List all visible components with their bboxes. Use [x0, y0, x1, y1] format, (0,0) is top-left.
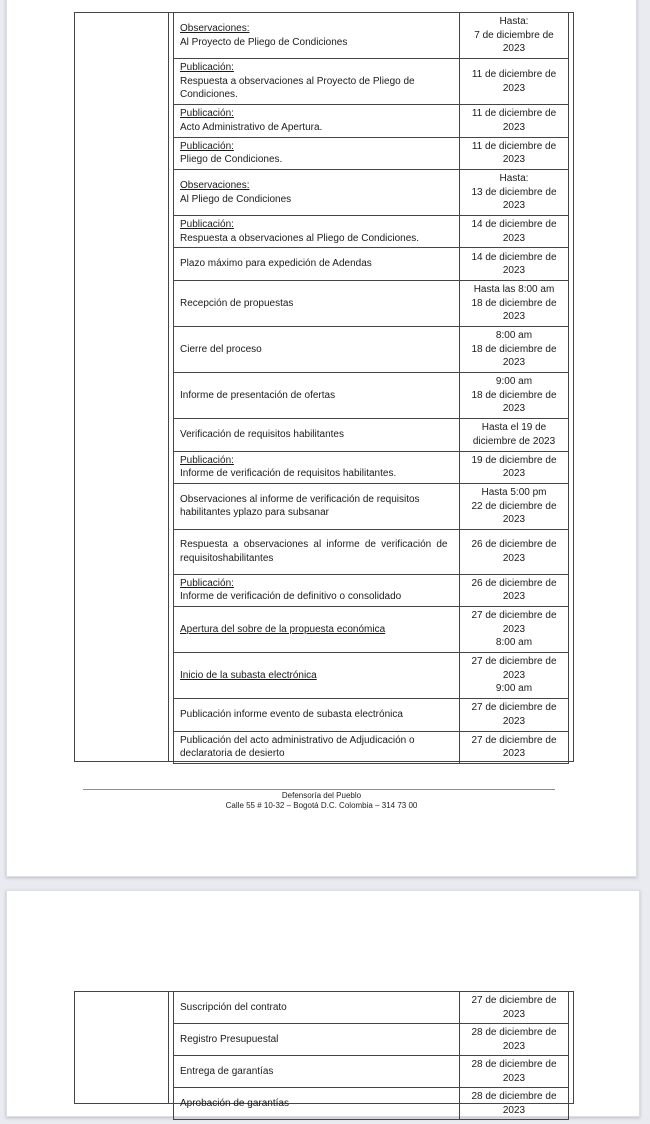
date-line: 2023 [502, 715, 526, 727]
date-cell [460, 451, 569, 483]
schedule-table-page-1 [173, 12, 569, 764]
date-line: 2023 [502, 514, 526, 526]
activity-line: Recepción de propuestas [180, 297, 294, 309]
footer-address: Calle 55 # 10-32 – Bogotá D.C. Colombia – 314 73 00 [225, 801, 418, 810]
date-line: 27 de diciembre de [471, 702, 557, 714]
page-footer [7, 791, 636, 811]
document-page-1 [6, 0, 637, 877]
activity-cell [174, 653, 460, 699]
activity-line: requisitoshabilitantes [180, 552, 274, 564]
activity-line: Observaciones al informe de verificación de requisitos [180, 493, 420, 505]
date-cell [460, 59, 569, 105]
activity-line: Respuesta a observaciones al informe de verificación de [180, 539, 448, 551]
activity-cell [174, 248, 460, 280]
activity-cell [174, 280, 460, 326]
activity-cell [174, 574, 460, 606]
date-cell [460, 731, 569, 763]
date-line: 28 de diciembre de [471, 1091, 557, 1102]
activity-line: Acto Administrativo de Apertura. [180, 121, 323, 133]
table-row [174, 216, 569, 248]
activity-line: declaratoria de desierto [180, 748, 285, 760]
date-line: 2023 [502, 265, 526, 277]
activity-cell [174, 169, 460, 215]
date-line: diciembre de 2023 [472, 435, 556, 447]
date-line: 27 de diciembre de [471, 734, 557, 746]
activity-cell [174, 483, 460, 529]
table-row [174, 1056, 569, 1088]
activity-cell [174, 529, 460, 574]
outer-table-column-divider [168, 992, 169, 1103]
date-cell [460, 483, 569, 529]
activity-cell [174, 992, 460, 1024]
date-line: 26 de diciembre de [471, 577, 557, 589]
activity-cell [174, 216, 460, 248]
outer-table-page-1 [74, 12, 574, 762]
date-line: Hasta 5:00 pm [481, 487, 547, 499]
table-row [174, 699, 569, 731]
outer-table-page-2 [74, 991, 574, 1116]
footer-rule [83, 789, 555, 790]
date-line: 2023 [502, 43, 526, 55]
activity-line: Informe de verificación de definitivo o consolidado [180, 591, 402, 603]
date-line: Hasta: [499, 16, 529, 28]
footer-org: Defensoría del Pueblo [281, 791, 362, 800]
date-cell [460, 699, 569, 731]
activity-line: Suscripción del contrato [180, 1001, 287, 1013]
date-line: 2023 [502, 154, 526, 166]
date-line: 2023 [502, 591, 526, 603]
date-line: 27 de diciembre de [471, 656, 557, 668]
activity-cell [174, 13, 460, 59]
table-row [174, 419, 569, 451]
schedule-table-page-2 [173, 991, 569, 1120]
date-cell [460, 280, 569, 326]
table-row [174, 574, 569, 606]
activity-line: Pliego de Condiciones. [180, 154, 283, 166]
activity-line: Aprobación de garantías [180, 1097, 289, 1109]
date-line: Hasta: [499, 173, 529, 185]
activity-line: Apertura del sobre de la propuesta económica [180, 623, 386, 635]
activity-line: Publicación: [180, 108, 234, 120]
date-line: 2023 [502, 669, 526, 681]
activity-line: Al Proyecto de Pliego de Condiciones [180, 36, 348, 48]
date-line: 11 de diciembre de [471, 69, 557, 81]
table-row [174, 280, 569, 326]
date-cell [460, 326, 569, 372]
date-line: 2023 [502, 1104, 526, 1116]
date-line: 2023 [502, 1040, 526, 1052]
date-line: 9:00 am [495, 376, 533, 388]
date-line: 2023 [502, 403, 526, 415]
activity-cell [174, 137, 460, 169]
date-cell [460, 653, 569, 699]
date-line: 27 de diciembre de [471, 995, 557, 1006]
table-row [174, 13, 569, 59]
activity-cell [174, 373, 460, 419]
date-line: 2023 [502, 232, 526, 244]
activity-line: Verificación de requisitos habilitantes [180, 429, 344, 441]
table-row [174, 529, 569, 574]
date-line: 14 de diciembre de [471, 251, 557, 263]
date-line: 2023 [502, 121, 526, 133]
table-row [174, 451, 569, 483]
date-line: 26 de diciembre de [471, 539, 557, 551]
date-line: 18 de diciembre de [471, 343, 557, 355]
date-cell [460, 419, 569, 451]
date-cell [460, 13, 569, 59]
date-line: 19 de diciembre de [471, 454, 557, 466]
date-cell [460, 1056, 569, 1088]
date-line: 11 de diciembre de [471, 108, 557, 120]
activity-line: Plazo máximo para expedición de Adendas [180, 258, 372, 270]
table-row [174, 992, 569, 1024]
date-line: 2023 [502, 200, 526, 212]
activity-cell [174, 419, 460, 451]
table-row [174, 606, 569, 652]
date-line: 18 de diciembre de [471, 297, 557, 309]
table-row [174, 326, 569, 372]
activity-cell [174, 731, 460, 763]
activity-line: Registro Presupuestal [180, 1033, 279, 1045]
date-line: 8:00 am [495, 637, 533, 649]
outer-table-column-divider [168, 13, 169, 761]
activity-line: Entrega de garantías [180, 1065, 274, 1077]
date-line: 28 de diciembre de [471, 1027, 557, 1038]
date-cell [460, 574, 569, 606]
activity-line: Informe de presentación de ofertas [180, 389, 336, 401]
activity-line: Al Pliego de Condiciones [180, 193, 292, 205]
date-cell [460, 137, 569, 169]
activity-cell [174, 451, 460, 483]
table-row [174, 483, 569, 529]
date-cell [460, 1088, 569, 1120]
activity-cell [174, 1024, 460, 1056]
date-line: 8:00 am [495, 330, 533, 342]
activity-cell [174, 105, 460, 137]
table-row [174, 137, 569, 169]
date-line: 2023 [502, 311, 526, 323]
activity-cell [174, 326, 460, 372]
table-row [174, 169, 569, 215]
date-line: 28 de diciembre de [471, 1059, 557, 1070]
activity-cell [174, 59, 460, 105]
date-cell [460, 373, 569, 419]
table-row [174, 248, 569, 280]
date-line: 7 de diciembre de [474, 29, 554, 41]
activity-line: Observaciones: [180, 180, 250, 191]
activity-cell [174, 606, 460, 652]
date-line: 2023 [502, 1008, 526, 1020]
activity-line: habilitantes yplazo para subsanar [180, 507, 329, 519]
activity-line: Respuesta a observaciones al Proyecto de Pliego de [180, 75, 415, 87]
activity-cell [174, 1056, 460, 1088]
activity-cell [174, 699, 460, 731]
activity-line: Inicio de la subasta electrónica [180, 669, 317, 681]
date-cell [460, 105, 569, 137]
date-line: 2023 [502, 82, 526, 94]
activity-line: Respuesta a observaciones al Pliego de Condiciones. [180, 232, 420, 244]
table-row [174, 1024, 569, 1056]
activity-cell [174, 1088, 460, 1120]
date-line: 2023 [502, 357, 526, 369]
date-line: 13 de diciembre de [471, 186, 557, 198]
date-line: 2023 [502, 1072, 526, 1084]
activity-line: Informe de verificación de requisitos habilitantes. [180, 468, 397, 480]
date-cell [460, 1024, 569, 1056]
date-line: 27 de diciembre de [471, 610, 557, 622]
activity-line: Publicación: [180, 454, 234, 466]
activity-line: Condiciones. [180, 89, 238, 101]
document-page-2 [6, 890, 640, 1117]
date-cell [460, 169, 569, 215]
date-line: 2023 [502, 468, 526, 480]
date-cell [460, 992, 569, 1024]
date-line: 9:00 am [495, 683, 533, 695]
date-line: 18 de diciembre de [471, 389, 557, 401]
activity-line: Publicación: [180, 577, 234, 589]
date-cell [460, 529, 569, 574]
table-row [174, 105, 569, 137]
date-line: Hasta las 8:00 am [473, 284, 555, 296]
date-line: 22 de diciembre de [471, 500, 557, 512]
activity-line: Cierre del proceso [180, 343, 262, 355]
table-row [174, 1088, 569, 1120]
date-line: Hasta el 19 de [481, 422, 547, 434]
table-row [174, 59, 569, 105]
date-cell [460, 248, 569, 280]
table-row [174, 373, 569, 419]
activity-line: Publicación: [180, 219, 234, 231]
date-line: 11 de diciembre de [471, 140, 557, 152]
date-line: 2023 [502, 748, 526, 760]
activity-line: Publicación del acto administrativo de Adjudicación o [180, 734, 415, 746]
date-line: 14 de diciembre de [471, 219, 557, 231]
activity-line: Publicación: [180, 140, 234, 152]
activity-line: Publicación informe evento de subasta electrónica [180, 709, 403, 721]
date-cell [460, 606, 569, 652]
activity-line: Observaciones: [180, 23, 250, 35]
table-row [174, 653, 569, 699]
activity-line: Publicación: [180, 62, 234, 74]
date-line: 2023 [502, 623, 526, 635]
table-row [174, 731, 569, 763]
date-line: 2023 [502, 552, 526, 564]
date-cell [460, 216, 569, 248]
